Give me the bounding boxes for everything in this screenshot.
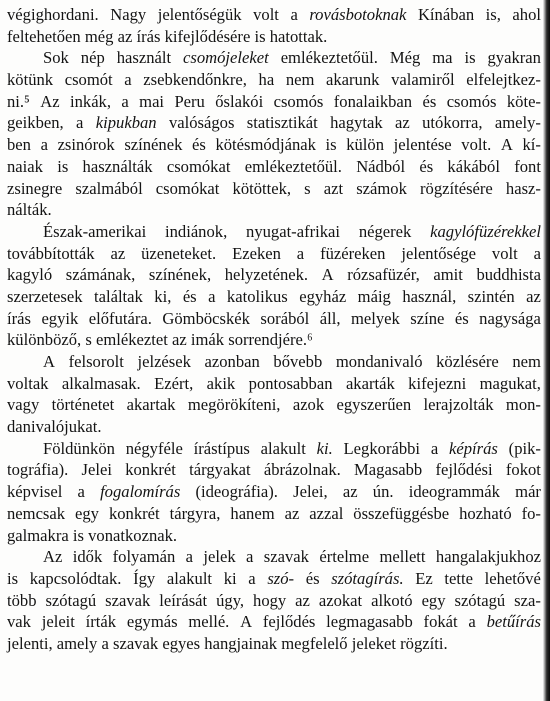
word: kötünk bbox=[7, 70, 54, 90]
word: mondanivaló bbox=[335, 352, 423, 371]
word: használt bbox=[116, 48, 172, 68]
word: nemcsak bbox=[7, 503, 66, 523]
word: Nagy bbox=[110, 5, 147, 24]
word: volt bbox=[253, 5, 279, 24]
word: számok bbox=[356, 178, 407, 198]
word: (pik- bbox=[508, 438, 541, 458]
word: négyféle bbox=[125, 438, 183, 458]
word: inkák, bbox=[69, 91, 111, 111]
word: szótagú bbox=[45, 590, 97, 610]
word: azok bbox=[292, 395, 325, 415]
word: nem bbox=[512, 352, 541, 371]
word: jelentése bbox=[393, 135, 452, 155]
word: áll, bbox=[319, 308, 341, 328]
word: Az bbox=[43, 547, 63, 567]
word: emlékeztetőül. bbox=[244, 156, 342, 176]
word: nagysága bbox=[479, 308, 541, 328]
word: feltehetően bbox=[7, 26, 81, 46]
word: a bbox=[208, 286, 216, 306]
word: idők bbox=[72, 547, 103, 567]
word: zsinórok bbox=[57, 135, 115, 155]
word: azt bbox=[323, 178, 344, 198]
word: is bbox=[72, 525, 84, 545]
word: mellé. bbox=[188, 612, 230, 632]
word: azokat bbox=[318, 590, 363, 610]
text-line bbox=[7, 4, 541, 26]
word: számának, bbox=[65, 265, 136, 285]
italic-word: szó- bbox=[267, 568, 295, 588]
word: elfelejtkez- bbox=[466, 70, 541, 90]
word: négerek bbox=[358, 221, 412, 241]
word: használták bbox=[82, 156, 153, 176]
text-line bbox=[7, 590, 541, 612]
word: üzeneteket. bbox=[141, 243, 217, 263]
word: hogy bbox=[253, 590, 287, 610]
word: kí- bbox=[522, 135, 541, 155]
word: Földünkön bbox=[43, 438, 115, 458]
word: sorából bbox=[260, 308, 310, 328]
word: zsebkendőnkre, bbox=[143, 70, 247, 90]
word: az bbox=[284, 503, 300, 523]
word: folyamán bbox=[112, 547, 176, 567]
word: Peru bbox=[174, 91, 205, 111]
word: szerzetesek bbox=[7, 286, 83, 306]
word: helyzetének. bbox=[224, 265, 309, 285]
word: kapcsolódtak. bbox=[29, 568, 122, 588]
word: a bbox=[121, 91, 129, 111]
word: fonalaikban bbox=[333, 91, 413, 111]
word: és bbox=[305, 568, 320, 588]
word: magukat, bbox=[479, 373, 541, 393]
word: kagyló bbox=[7, 265, 53, 285]
text-line bbox=[7, 199, 541, 221]
word: és bbox=[422, 91, 437, 111]
text-line bbox=[7, 26, 541, 48]
word: használ, bbox=[402, 286, 457, 306]
word: Nádból bbox=[356, 156, 406, 176]
word: már bbox=[515, 482, 541, 502]
word: a bbox=[430, 438, 439, 458]
word: Kínában bbox=[417, 5, 475, 24]
word: színének bbox=[124, 135, 183, 155]
word: a bbox=[77, 482, 85, 502]
word: Ez bbox=[415, 568, 433, 588]
word: írás bbox=[7, 308, 31, 328]
word: bővebb bbox=[273, 352, 323, 371]
word: az bbox=[342, 482, 358, 502]
word: a bbox=[76, 113, 84, 133]
italic-word: betűírás bbox=[486, 612, 541, 632]
text-line bbox=[7, 351, 541, 373]
word: alkotó bbox=[371, 590, 413, 610]
word: lerajzolták bbox=[423, 395, 494, 415]
word: és bbox=[454, 308, 469, 328]
text-line bbox=[7, 438, 541, 460]
word: szavak bbox=[105, 590, 151, 610]
word: kákából bbox=[447, 156, 500, 176]
word: képvisel bbox=[7, 482, 63, 502]
word: írás bbox=[136, 26, 161, 46]
word: s bbox=[85, 330, 92, 350]
word: geikben, bbox=[7, 113, 64, 133]
word: nép bbox=[80, 48, 105, 68]
word: rögzítésére bbox=[420, 178, 493, 198]
word: gyakran bbox=[487, 48, 541, 68]
word: csomókat bbox=[155, 178, 220, 198]
word: írástípus bbox=[193, 438, 250, 458]
word: amely bbox=[56, 633, 98, 653]
word: a bbox=[101, 633, 109, 653]
text-line bbox=[7, 47, 541, 69]
text-line bbox=[7, 503, 541, 525]
word: értelme bbox=[319, 547, 370, 567]
word: jelenti, bbox=[7, 633, 53, 653]
text-line bbox=[7, 459, 541, 481]
word: jeleit bbox=[41, 612, 75, 632]
word: valóságos bbox=[168, 113, 235, 133]
text-line bbox=[7, 221, 541, 243]
word: közlésére bbox=[436, 352, 499, 371]
word: hanem bbox=[230, 503, 275, 523]
word: és bbox=[419, 156, 434, 176]
word: voltak bbox=[7, 373, 49, 393]
word: kifejlődésére bbox=[164, 26, 251, 46]
word: mellett bbox=[379, 547, 426, 567]
word: Gömböcskék bbox=[162, 308, 250, 328]
word: az bbox=[110, 243, 126, 263]
word: hagytak bbox=[330, 113, 383, 133]
word: és bbox=[192, 135, 206, 155]
word: és bbox=[182, 286, 197, 306]
word: ideogrammák bbox=[408, 482, 500, 502]
word: alakult bbox=[166, 568, 213, 588]
word: füzéreken bbox=[320, 243, 386, 263]
word: kötésmódjának bbox=[215, 135, 316, 155]
word: is bbox=[464, 48, 476, 68]
italic-word: kipukban bbox=[95, 113, 157, 133]
word: csomós bbox=[446, 91, 497, 111]
word: az bbox=[295, 590, 310, 610]
word: akarták bbox=[345, 373, 395, 393]
word: Így bbox=[133, 568, 156, 588]
word: hatottak. bbox=[269, 26, 328, 46]
word: A bbox=[321, 265, 334, 285]
word: naiak bbox=[7, 156, 43, 176]
word: úgy, bbox=[216, 590, 245, 610]
word: is bbox=[57, 156, 69, 176]
word: csomókat bbox=[166, 156, 231, 176]
word: emlékeztetőül. bbox=[280, 48, 378, 68]
word: tográfia). bbox=[7, 460, 69, 480]
word: köte- bbox=[506, 91, 541, 111]
word: ha bbox=[258, 70, 275, 90]
text-line bbox=[7, 416, 541, 438]
word: leírását bbox=[159, 590, 208, 610]
word: is bbox=[325, 135, 337, 155]
text-line bbox=[7, 264, 541, 286]
word: utókorra, bbox=[422, 113, 483, 133]
word: emlékeztet bbox=[95, 330, 168, 350]
italic-word: kagylófüzérekkel bbox=[430, 221, 541, 241]
word: Még bbox=[389, 48, 421, 68]
word: sza- bbox=[514, 590, 541, 610]
word: az bbox=[172, 330, 187, 350]
word: is bbox=[7, 568, 19, 588]
word: hangjainak bbox=[204, 633, 278, 653]
word: akarunk bbox=[326, 70, 380, 90]
word: Jelei, bbox=[293, 482, 328, 502]
word: indiánok, bbox=[165, 221, 228, 241]
word: rögzíti. bbox=[400, 633, 448, 653]
word: ma bbox=[432, 48, 453, 68]
word: különböző, bbox=[7, 330, 82, 350]
text-line bbox=[7, 481, 541, 503]
word: vonatkoznak. bbox=[88, 525, 178, 545]
word: az bbox=[526, 286, 541, 306]
word: font bbox=[514, 156, 541, 176]
italic-word: fogalomírás bbox=[100, 482, 181, 502]
word: statisztikát bbox=[246, 113, 318, 133]
word: a bbox=[40, 135, 48, 155]
word: azonban bbox=[204, 352, 260, 371]
word: összefüggésbe bbox=[353, 503, 450, 523]
word: szótagú bbox=[454, 590, 506, 610]
word: találtak bbox=[94, 286, 143, 306]
word: Sok bbox=[43, 48, 69, 68]
text-line bbox=[7, 112, 541, 134]
word: az bbox=[395, 113, 410, 133]
word: ahol bbox=[512, 5, 541, 24]
word: vagy bbox=[7, 395, 40, 415]
word: egy bbox=[75, 503, 99, 523]
word: csomós bbox=[273, 91, 324, 111]
word: a bbox=[290, 5, 298, 24]
text-line bbox=[7, 156, 541, 178]
word: végighordani. bbox=[7, 5, 99, 24]
page-edge-shadow bbox=[543, 0, 550, 701]
word: alakult bbox=[260, 438, 306, 458]
word: ben bbox=[7, 135, 31, 155]
word: konkrét bbox=[125, 460, 176, 480]
word: Magasabb bbox=[354, 460, 423, 480]
word: buddhista bbox=[476, 265, 541, 285]
word: előfutára. bbox=[88, 308, 152, 328]
word: is, bbox=[485, 5, 501, 24]
word: nálták. bbox=[7, 200, 52, 220]
word: jeleket bbox=[351, 633, 396, 653]
word: fokot bbox=[505, 460, 541, 480]
word: imák bbox=[190, 330, 225, 350]
word: danivalójukat. bbox=[7, 417, 102, 437]
italic-word: szótagírás. bbox=[331, 568, 404, 588]
word: jelentőségük bbox=[157, 5, 242, 24]
word: az bbox=[117, 26, 133, 46]
word: akartak bbox=[126, 395, 176, 415]
word: A bbox=[43, 352, 55, 371]
word: is bbox=[254, 26, 266, 46]
word: hasz- bbox=[505, 178, 541, 198]
word: volt bbox=[491, 243, 518, 263]
word: lehetővé bbox=[484, 568, 541, 588]
word: alkalmasak. bbox=[61, 373, 141, 393]
italic-word: rovásbotoknak bbox=[309, 5, 407, 24]
word: zsinegre bbox=[7, 178, 63, 198]
word: egyes bbox=[162, 633, 201, 653]
word: akik bbox=[206, 373, 236, 393]
word: egy bbox=[421, 590, 446, 610]
word: legmagasabb bbox=[326, 612, 413, 632]
word: vak bbox=[7, 612, 31, 632]
word: csomót bbox=[64, 70, 113, 90]
word: ki bbox=[223, 568, 237, 588]
text-line bbox=[7, 134, 541, 156]
word: Az bbox=[40, 91, 60, 111]
word: konkrét bbox=[108, 503, 160, 523]
word: kifejezni bbox=[408, 373, 467, 393]
word: fejlődés bbox=[262, 612, 316, 632]
word: megörökíteni, bbox=[187, 395, 281, 415]
text-line bbox=[7, 91, 541, 113]
word: ki, bbox=[154, 286, 172, 306]
word: A bbox=[240, 612, 253, 632]
word: mai bbox=[139, 91, 165, 111]
word: kötöttek, bbox=[232, 178, 292, 198]
italic-word: csomójeleket bbox=[183, 48, 269, 68]
text-line bbox=[7, 243, 541, 265]
word: jelzések bbox=[137, 352, 191, 371]
word: a bbox=[246, 547, 254, 567]
text-line bbox=[7, 394, 541, 416]
word: ábrázolnak. bbox=[263, 460, 341, 480]
word: amely- bbox=[494, 113, 541, 133]
word: egyszerűen bbox=[336, 395, 412, 415]
italic-word: ki. bbox=[316, 438, 333, 458]
text-line bbox=[7, 286, 541, 308]
word: színének, bbox=[148, 265, 212, 285]
word: Legkorábbi bbox=[343, 438, 421, 458]
word: a bbox=[468, 612, 476, 632]
word: hangalakjukhoz bbox=[435, 547, 541, 567]
word: pontosabban bbox=[248, 373, 333, 393]
word: egymás bbox=[126, 612, 178, 632]
word: tette bbox=[444, 568, 473, 588]
word: (ideográfia). bbox=[195, 482, 278, 502]
word: egyik bbox=[41, 308, 79, 328]
word: nem bbox=[285, 70, 315, 90]
word: katolikus bbox=[226, 286, 288, 306]
word: szavak bbox=[113, 633, 159, 653]
word: őslakói bbox=[215, 91, 264, 111]
text-line bbox=[7, 546, 541, 568]
word: Észak-amerikai bbox=[43, 221, 147, 241]
italic-word: képírás bbox=[449, 438, 498, 458]
word: sorrendjére.⁶ bbox=[228, 330, 313, 350]
word: Ezeken bbox=[232, 243, 281, 263]
word: írták bbox=[85, 612, 117, 632]
text-line bbox=[7, 69, 541, 91]
text-line bbox=[7, 308, 541, 330]
word: ún. bbox=[372, 482, 394, 502]
word: volt. bbox=[461, 135, 492, 155]
word: Ezért, bbox=[154, 373, 194, 393]
word: szavak bbox=[263, 547, 309, 567]
word: szalmából bbox=[75, 178, 143, 198]
word: A bbox=[500, 135, 513, 155]
word: külön bbox=[346, 135, 385, 155]
word: a bbox=[124, 70, 132, 90]
word: egyház bbox=[299, 286, 347, 306]
word: még bbox=[84, 26, 114, 46]
word: rózsafüzér, bbox=[347, 265, 420, 285]
word: a bbox=[248, 568, 256, 588]
word: fokát bbox=[423, 612, 458, 632]
word: színe bbox=[410, 308, 445, 328]
text-line bbox=[7, 525, 541, 547]
word: nyugat-afrikai bbox=[246, 221, 341, 241]
word: galmakra bbox=[7, 525, 69, 545]
body-text bbox=[7, 4, 541, 655]
word: a bbox=[296, 243, 305, 263]
word: megfelelő bbox=[281, 633, 348, 653]
text-line bbox=[7, 611, 541, 633]
word: a bbox=[533, 243, 541, 263]
word: ni.⁵ bbox=[7, 91, 30, 111]
word: fejlődési bbox=[435, 460, 493, 480]
word: amit bbox=[433, 265, 463, 285]
text-line bbox=[7, 633, 541, 655]
word: máig bbox=[357, 286, 391, 306]
text-line bbox=[7, 568, 541, 590]
word: szintén bbox=[467, 286, 515, 306]
word: hozható bbox=[459, 503, 512, 523]
word: a bbox=[185, 547, 194, 567]
word: melyek bbox=[350, 308, 400, 328]
word: tárgyra, bbox=[169, 503, 221, 523]
word: felsorolt bbox=[68, 352, 124, 371]
text-line bbox=[7, 178, 541, 200]
text-line bbox=[7, 373, 541, 395]
word: tárgyakat bbox=[189, 460, 251, 480]
word: s bbox=[304, 178, 311, 198]
word: azzal bbox=[309, 503, 344, 523]
word: jelek bbox=[203, 547, 236, 567]
word: jelentősége bbox=[401, 243, 476, 263]
word: mon- bbox=[505, 395, 541, 415]
word: fo- bbox=[521, 503, 541, 523]
word: valamiről bbox=[391, 70, 455, 90]
word: Jelei bbox=[81, 460, 112, 480]
word: több bbox=[7, 590, 37, 610]
text-line bbox=[7, 329, 541, 351]
word: továbbították bbox=[7, 243, 95, 263]
word: történetet bbox=[51, 395, 115, 415]
